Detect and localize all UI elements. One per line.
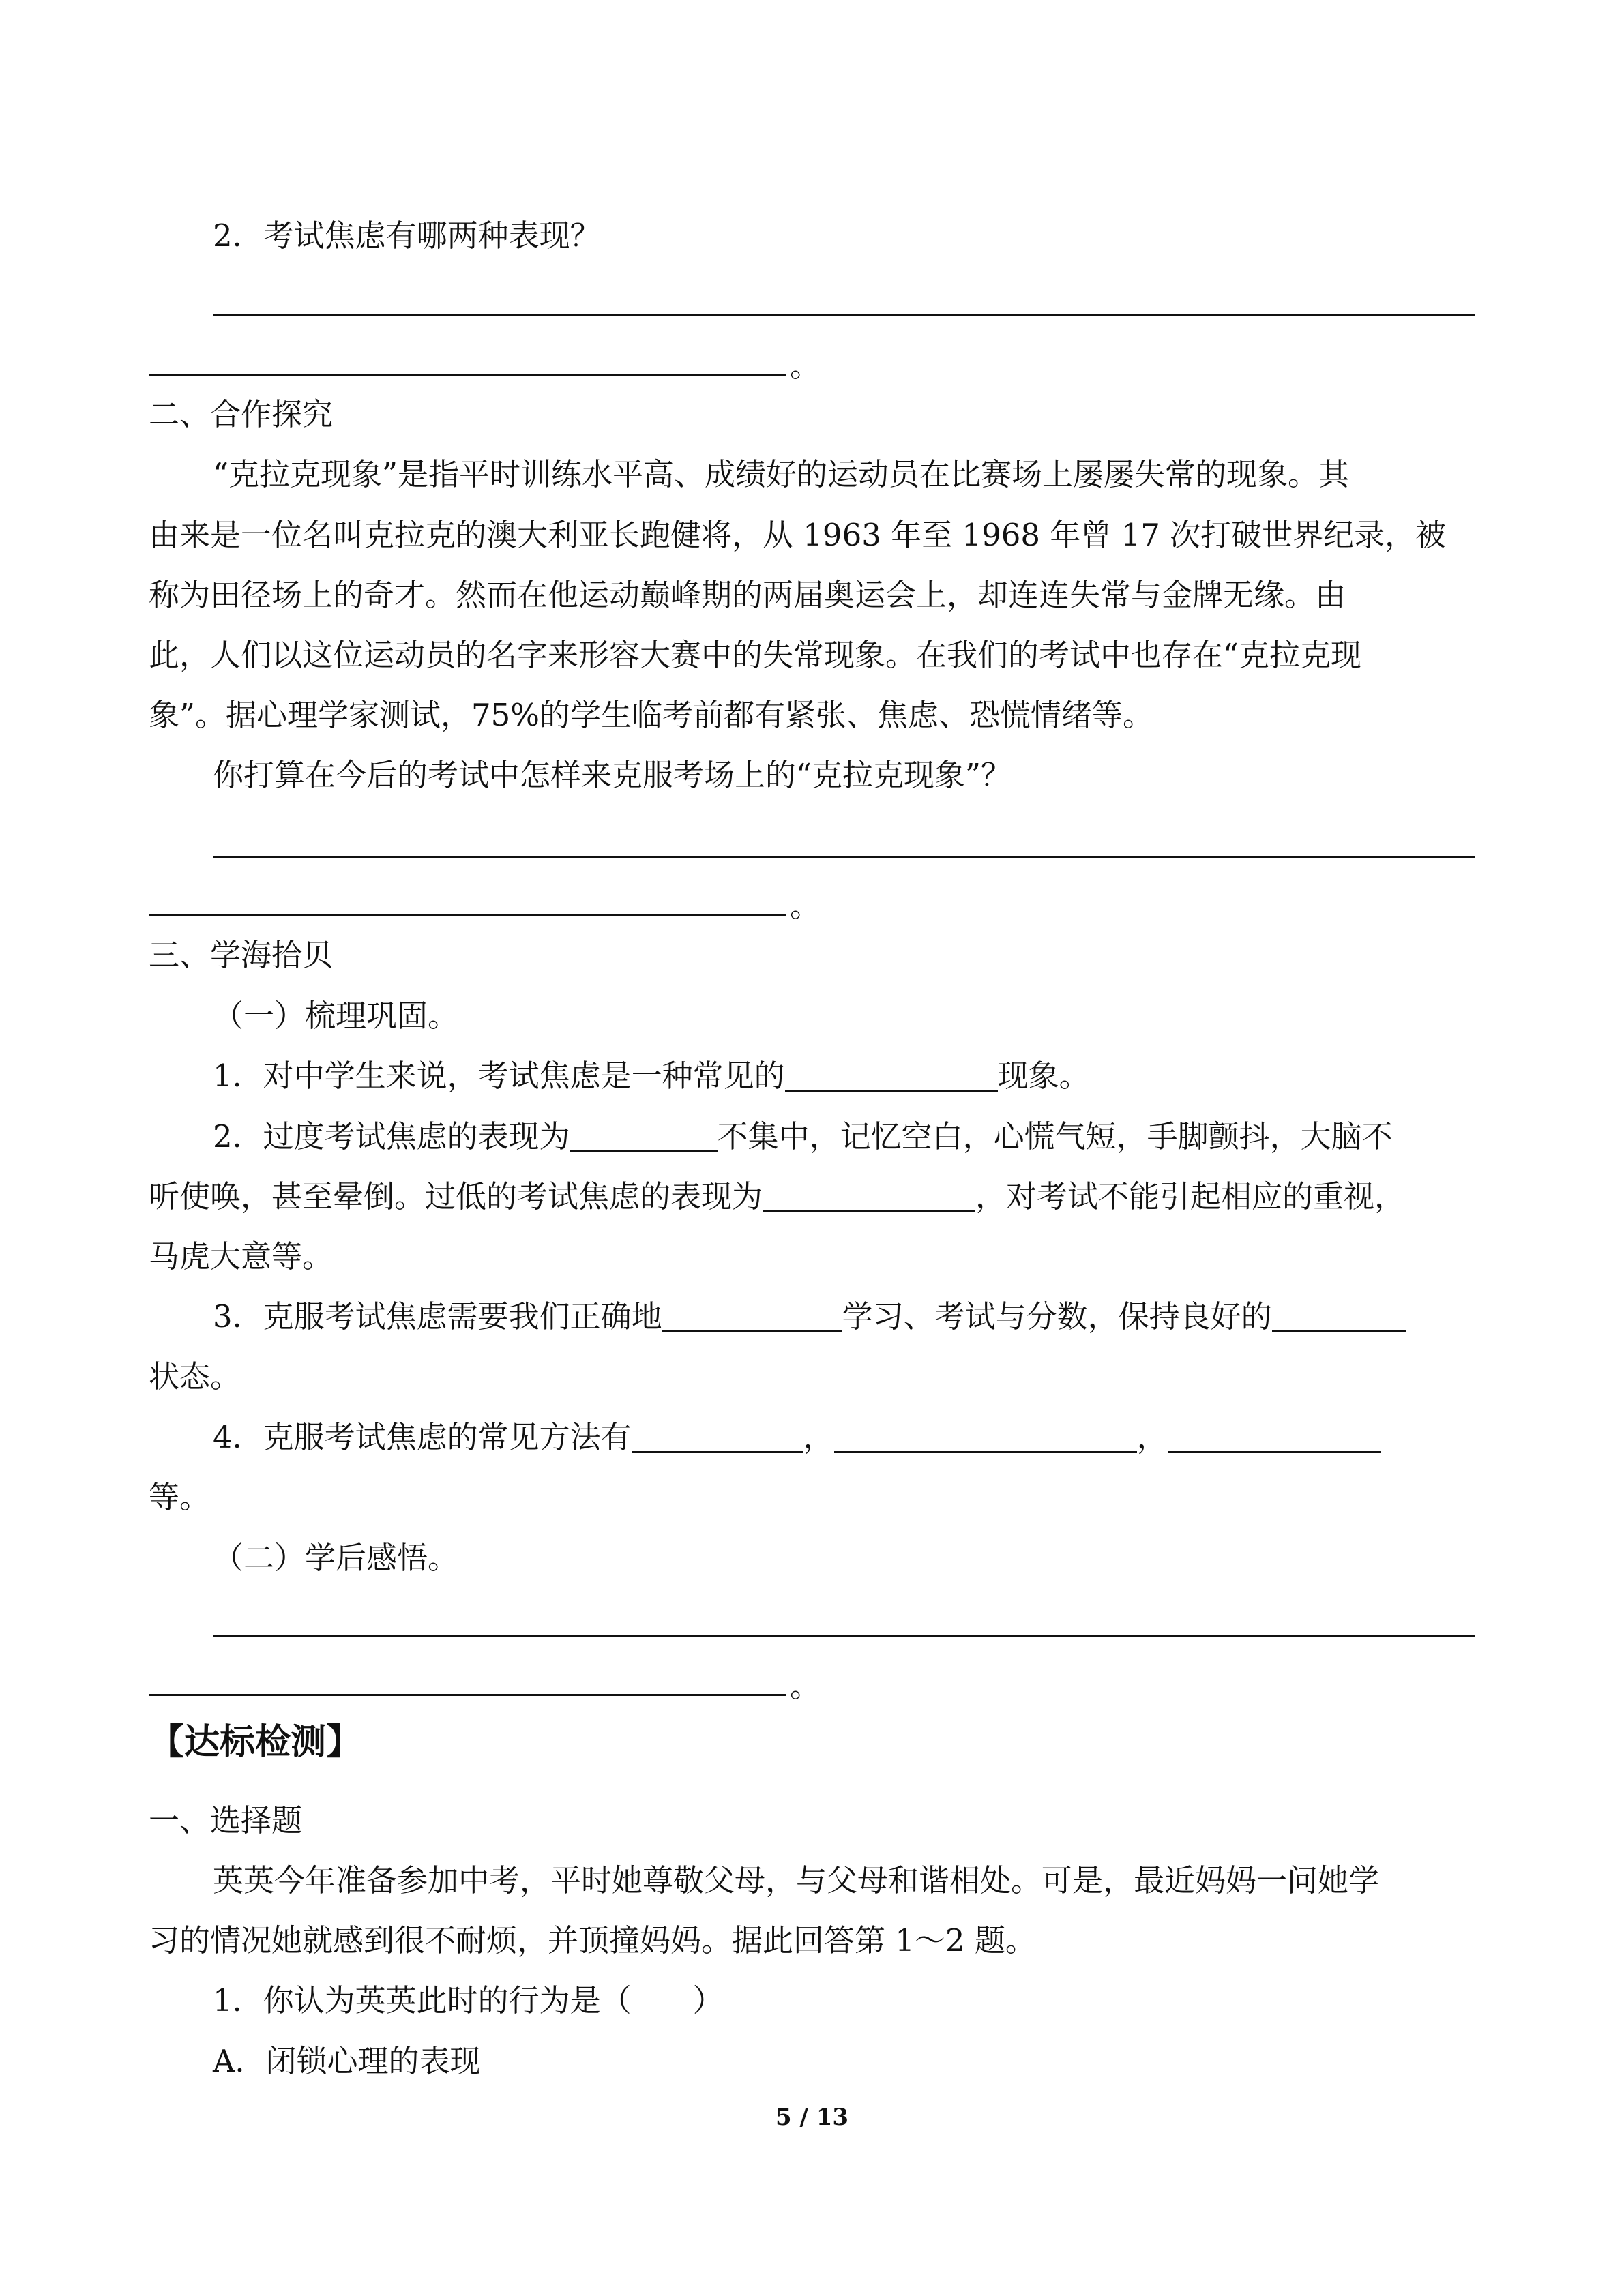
- answer-line: [213, 856, 1475, 858]
- answer-line: [213, 1635, 1475, 1637]
- blank[interactable]: [834, 1422, 1137, 1453]
- answer-line: [149, 1694, 786, 1696]
- fill-blank-2-cont: 听使唤，甚至晕倒。过低的考试焦虑的表现为 ，对考试不能引起相应的重视，: [149, 1178, 1406, 1214]
- fill-blank-1: 1．对中学生来说，考试焦虑是一种常见的 现象。: [213, 1058, 1090, 1094]
- subsection-reflection: （二）学后感悟。: [213, 1540, 459, 1576]
- paragraph-line: 象”。据心理学家测试，75%的学生临考前都有紧张、焦虑、恐慌情绪等。: [149, 697, 1154, 733]
- period: 。: [790, 888, 821, 924]
- blank[interactable]: [1272, 1302, 1406, 1332]
- subsection-consolidate: （一）梳理巩固。: [213, 998, 459, 1034]
- section-title-choice: 一、选择题: [149, 1802, 303, 1838]
- blank[interactable]: [632, 1422, 803, 1453]
- blank[interactable]: [662, 1302, 842, 1332]
- blank[interactable]: [763, 1182, 975, 1212]
- blank[interactable]: [1168, 1422, 1381, 1453]
- fill-blank-2-end: 马虎大意等。: [149, 1238, 334, 1274]
- paragraph-line: 由来是一位名叫克拉克的澳大利亚长跑健将，从 1963 年至 1968 年曾 17 次打破世界纪录，被: [149, 517, 1447, 553]
- fill-blank-3: 3．克服考试焦虑需要我们正确地 学习、考试与分数，保持良好的: [0, 1289, 1624, 1344]
- paragraph-line: “克拉克现象”是指平时训练水平高、成绩好的运动员在比赛场上屡屡失常的现象。其: [213, 456, 1350, 492]
- fill-blank-4-end: 等。: [149, 1479, 211, 1515]
- question-kelake: 你打算在今后的考试中怎样来克服考场上的“克拉克现象”？: [213, 757, 1012, 793]
- period: 。: [790, 1668, 821, 1704]
- fill-blank-4: 4．克服考试焦虑的常见方法有 ， ，: [0, 1410, 1624, 1465]
- section-title-review: 三、学海拾贝: [149, 937, 334, 973]
- scenario-line: 习的情况她就感到很不耐烦，并顶撞妈妈。据此回答第 1～2 题。: [149, 1922, 1036, 1958]
- page-number: 5 / 13: [775, 2104, 849, 2131]
- section-title-cooperation: 二、合作探究: [149, 396, 334, 432]
- fill-blank-2: 2．过度考试焦虑的表现为 不集中，记忆空白，心慌气短，手脚颤抖，大脑不: [213, 1118, 1393, 1154]
- paragraph-line: 称为田径场上的奇才。然而在他运动巅峰期的两届奥运会上，却连连失常与金牌无缘。由: [149, 577, 1346, 613]
- answer-line: [149, 914, 786, 916]
- answer-line: [149, 374, 786, 376]
- period: 。: [790, 348, 821, 384]
- fill-blank-3-end: 状态。: [149, 1358, 241, 1395]
- choice-option-a[interactable]: A．闭锁心理的表现: [213, 2043, 481, 2079]
- question-2: 2．考试焦虑有哪两种表现？: [213, 218, 601, 254]
- answer-line: [213, 314, 1475, 316]
- choice-question-1: 1．你认为英英此时的行为是（ ）: [213, 1982, 724, 2018]
- paragraph-line: 此，人们以这位运动员的名字来形容大赛中的失常现象。在我们的考试中也存在“克拉克现: [149, 637, 1362, 673]
- blank[interactable]: [570, 1122, 718, 1152]
- test-heading: 【达标检测】: [149, 1721, 362, 1763]
- scenario-line: 英英今年准备参加中考，平时她尊敬父母，与父母和谐相处。可是，最近妈妈一问她学: [213, 1862, 1380, 1898]
- blank[interactable]: [785, 1061, 998, 1092]
